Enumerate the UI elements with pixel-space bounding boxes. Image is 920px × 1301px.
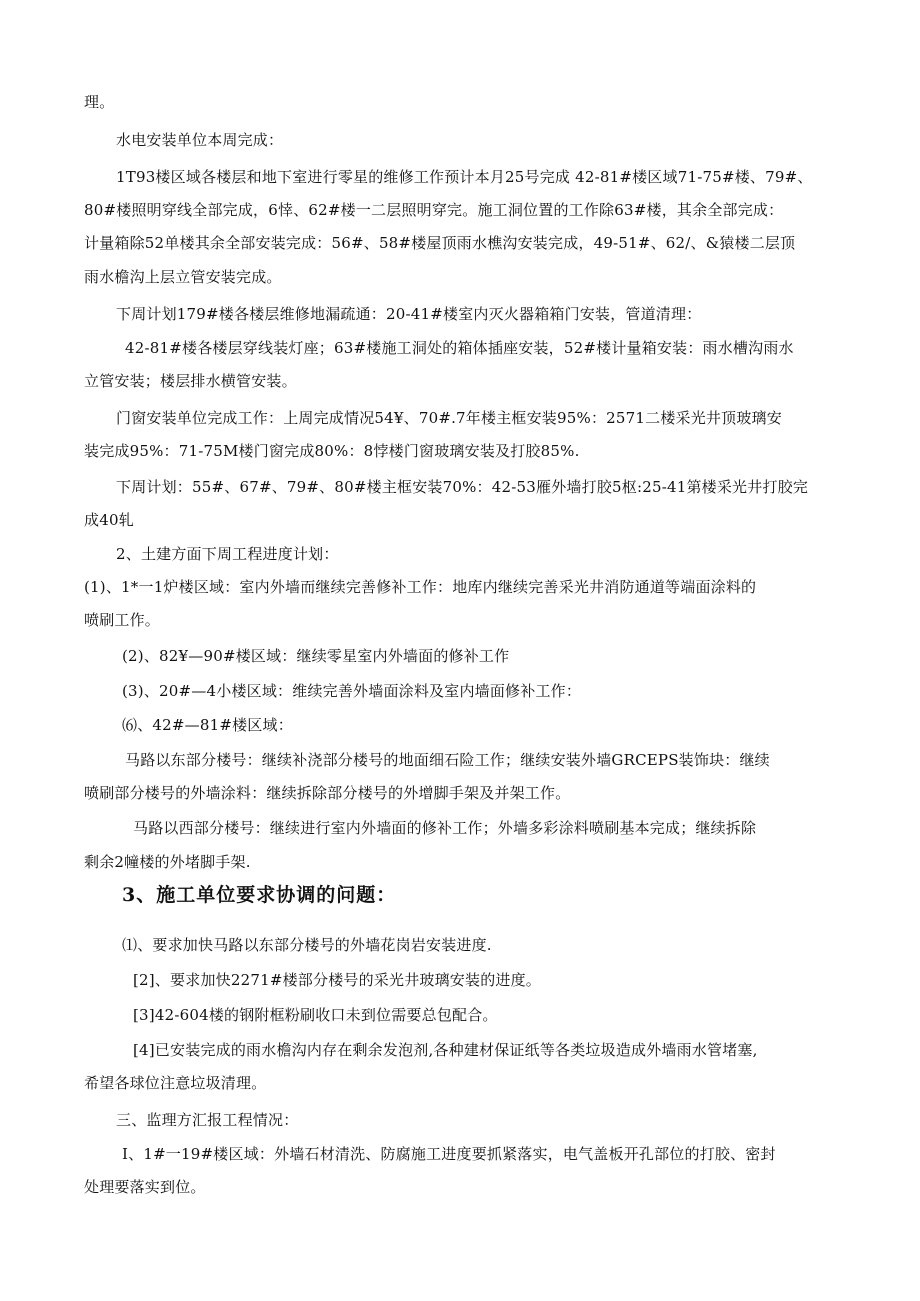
- section-title: 三、监理方汇报工程情况：: [116, 1111, 299, 1129]
- paragraph-line: [3]42-604楼的钢附框粉刷收口未到位需要总包配合。: [133, 1006, 498, 1024]
- paragraph-line: 门窗安装单位完成工作：上周完成情况54¥、70#.7年楼主框安装95%：2571二楼采光井顶玻璃安: [116, 409, 782, 427]
- paragraph-line: 马路以东部分楼号：继续补浇部分楼号的地面细石险工作；继续安装外墙GRCEPS装饰块：继续: [125, 751, 770, 769]
- paragraph-line: 1T93楼区域各楼层和地下室进行零星的维修工作预计本月25号完成 42-81#楼区域71-75#楼、79#、: [116, 168, 813, 186]
- paragraph-line: 剩余2幢楼的外堵脚手架.: [84, 853, 251, 871]
- paragraph-line: 水电安装单位本周完成：: [116, 131, 284, 149]
- paragraph-line: 雨水檐沟上层立管安装完成。: [84, 268, 282, 286]
- paragraph-line: 处理要落实到位。: [84, 1178, 206, 1196]
- paragraph-line: 装完成95%：71-75M楼门窗完成80%：8悖楼门窗玻璃安装及打胶85%.: [84, 442, 580, 460]
- paragraph-line: 希望各球位注意垃圾清理。: [84, 1074, 267, 1092]
- paragraph-line: 计量箱除52单楼其余全部安装完成：56#、58#楼屋顶雨水樵沟安装完成，49-51#、62/、&猿楼二层顶: [84, 234, 796, 252]
- paragraph-line: 80#楼照明穿线全部完成，6悻、62#楼一二层照明穿完。施工洞位置的工作除63#楼，其余全部完成：: [84, 201, 784, 219]
- paragraph-line: [4]已安装完成的雨水檐沟内存在剩余发泡剂,各种建材保证纸等各类垃圾造成外墙雨水管堵塞,: [133, 1041, 758, 1059]
- paragraph-line: I、1#一19#楼区域：外墙石材清洗、防腐施工进度要抓紧落实，电气盖板开孔部位的打胶、密封: [122, 1145, 776, 1163]
- paragraph-line: 下周计划179#楼各楼层维修地漏疏通：20-41#楼室内灭火器箱箱门安装，管道清理：: [116, 305, 702, 323]
- paragraph-line: ⑴、要求加快马路以东部分楼号的外墙花岗岩安装进度.: [122, 936, 492, 954]
- section-title: 2、土建方面下周工程进度计划：: [116, 545, 339, 563]
- paragraph-line: 马路以西部分楼号：继续进行室内外墙面的修补工作；外墙多彩涂料喷刷基本完成；继续拆除: [133, 819, 757, 837]
- paragraph-line: [2]、要求加快2271#楼部分楼号的采光井玻璃安装的进度。: [133, 971, 541, 989]
- paragraph-line: (3)、20#—4小楼区域：维续完善外墙面涂料及室内墙面修补工作：: [122, 682, 582, 700]
- paragraph-line: 下周计划：55#、67#、79#、80#楼主框安装70%：42-53雁外墙打胶5枢:25-41第楼采光井打胶完: [116, 478, 809, 496]
- paragraph-line: 成40轧: [84, 511, 134, 529]
- paragraph-line: 喷刷部分楼号的外墙涂料：继续拆除部分楼号的外增脚手架及并架工作。: [84, 784, 571, 802]
- paragraph-line: 立管安装；楼层排水横管安装。: [84, 372, 297, 390]
- paragraph-line: (2)、82¥—90#楼区域：继续零星室内外墙面的修补工作: [122, 647, 510, 665]
- paragraph-line: 喷刷工作。: [84, 611, 161, 629]
- paragraph-line: (1)、1*一1炉楼区域：室内外墙而继续完善修补工作：地库内继续完善采光井消防通道等端面涂料的: [84, 578, 757, 596]
- section-heading: 3、施工单位要求协调的问题：: [122, 884, 397, 906]
- paragraph-line: 理。: [84, 93, 115, 111]
- paragraph-line: ⑹、42#—81#楼区域：: [122, 716, 293, 734]
- paragraph-line: 42-81#楼各楼层穿线装灯座；63#楼施工洞处的箱体插座安装，52#楼计量箱安装：雨水槽沟雨水: [125, 339, 794, 357]
